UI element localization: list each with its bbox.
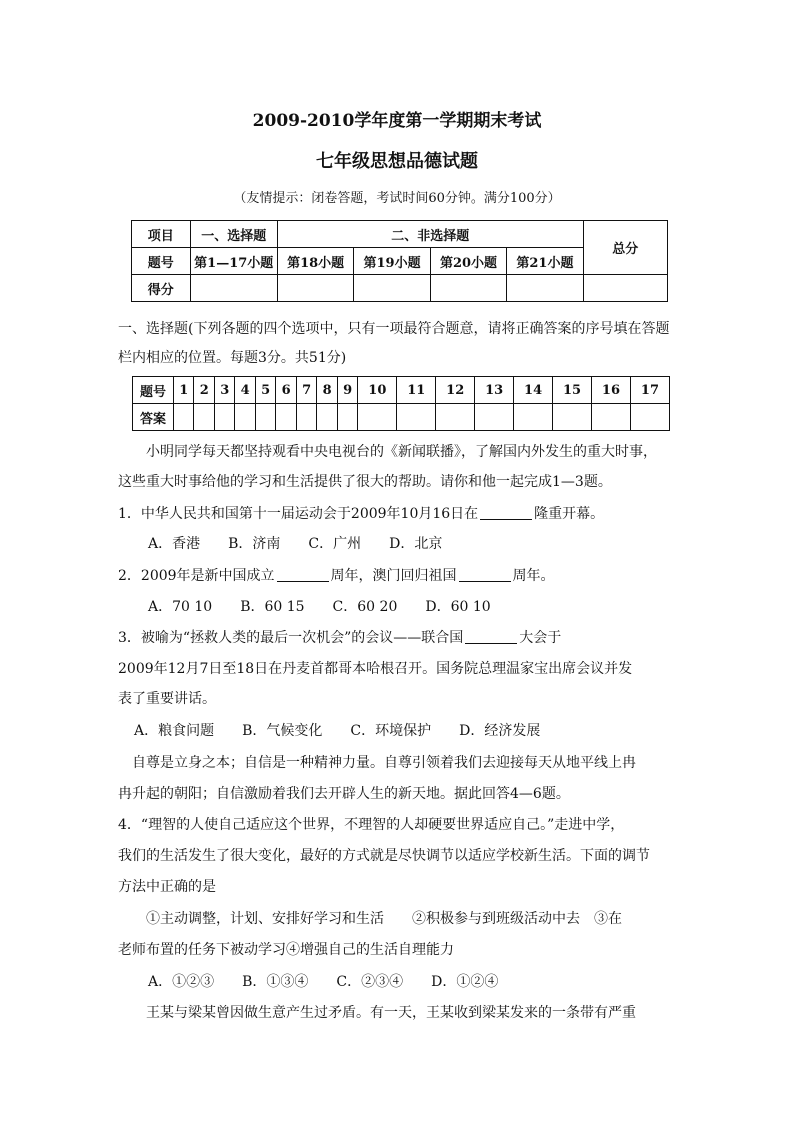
question-1-blank[interactable] xyxy=(480,518,532,520)
section1-instruction-line2: 栏内相应的位置。每题3分。共51分) xyxy=(118,350,347,366)
question-2-text-end: 周年。 xyxy=(512,568,555,584)
intro3-line1: 王某与梁某曾因做生意产生过矛盾。有一天，王某收到梁某发来的一条带有严重 xyxy=(146,1005,636,1021)
score-table-q-col: 第21小题 xyxy=(507,248,583,275)
score-table-choice-label: 一、选择题 xyxy=(190,221,277,248)
answer-cell[interactable] xyxy=(296,404,316,431)
score-table-item-label: 项目 xyxy=(132,221,191,248)
answer-cell[interactable] xyxy=(337,404,357,431)
question-1-options: A．香港 B．济南 C．广州 D．北京 xyxy=(148,536,443,552)
answer-number: 5 xyxy=(255,377,275,404)
answer-cell[interactable] xyxy=(358,404,397,431)
score-cell[interactable] xyxy=(583,275,667,302)
question-3 xyxy=(118,627,561,647)
score-cell[interactable] xyxy=(354,275,430,302)
question-1-text: 1．中华人民共和国第十一届运动会于2009年10月16日在 xyxy=(118,506,479,522)
question-3-line3: 表了重要讲话。 xyxy=(118,691,216,707)
intro2-line1: 自尊是立身之本；自信是一种精神力量。自尊引领着我们去迎接每天从地平线上冉 xyxy=(132,755,636,771)
score-table-q-col: 第1—17小题 xyxy=(190,248,277,275)
question-2-text-mid: 周年，澳门回归祖国 xyxy=(330,568,457,584)
score-cell[interactable] xyxy=(277,275,353,302)
answer-cell[interactable] xyxy=(317,404,337,431)
answer-table-question-label: 题号 xyxy=(133,377,174,404)
answer-number: 17 xyxy=(630,377,669,404)
answer-number: 13 xyxy=(475,377,514,404)
answer-cell[interactable] xyxy=(436,404,475,431)
score-cell[interactable] xyxy=(190,275,277,302)
answer-number: 16 xyxy=(591,377,630,404)
answer-cell[interactable] xyxy=(475,404,514,431)
answer-number: 9 xyxy=(337,377,357,404)
answer-number: 15 xyxy=(553,377,592,404)
answer-cell[interactable] xyxy=(255,404,275,431)
score-cell[interactable] xyxy=(507,275,583,302)
question-2-text: 2．2009年是新中国成立 xyxy=(118,568,275,584)
question-4-line1: 4．“理智的人使自己适应这个世界，不理智的人却硬要世界适应自己。”走进中学， xyxy=(118,817,625,833)
answer-number: 11 xyxy=(397,377,436,404)
intro1-line2: 这些重大时事给他的学习和生活提供了很大的帮助。请你和他一起完成1—3题。 xyxy=(118,474,612,490)
section1-instruction-line1: 一、选择题(下列各题的四个选项中，只有一项最符合题意，请将正确答案的序号填在答题 xyxy=(118,321,670,337)
score-cell[interactable] xyxy=(430,275,506,302)
intro1-line1: 小明同学每天都坚持观看中央电视台的《新闻联播》，了解国内外发生的重大时事， xyxy=(146,444,657,460)
question-3-text: 3．被喻为“拯救人类的最后一次机会”的会议——联合国 xyxy=(118,630,464,646)
answer-cell[interactable] xyxy=(194,404,214,431)
answer-number: 7 xyxy=(296,377,316,404)
answer-cell[interactable] xyxy=(553,404,592,431)
answer-cell[interactable] xyxy=(630,404,669,431)
question-4-statements: ①主动调整，计划、安排好学习和生活 ②积极参与到班级活动中去 ③在 xyxy=(146,911,622,927)
answer-cell[interactable] xyxy=(276,404,296,431)
score-table-nonchoice-label: 二、非选择题 xyxy=(277,221,583,248)
question-2-blank[interactable] xyxy=(459,580,511,582)
score-table-q-col: 第19小题 xyxy=(354,248,430,275)
score-table-score-label: 得分 xyxy=(132,275,191,302)
answer-cell[interactable] xyxy=(214,404,234,431)
answer-number: 1 xyxy=(174,377,194,404)
answer-number: 2 xyxy=(194,377,214,404)
answer-cell[interactable] xyxy=(397,404,436,431)
question-1-text-end: 隆重开幕。 xyxy=(534,506,605,522)
score-table-q-col: 第20小题 xyxy=(430,248,506,275)
answer-table xyxy=(132,376,670,431)
exam-title: 2009-2010学年度第一学期期末考试 xyxy=(252,111,542,131)
question-3-blank[interactable] xyxy=(465,642,517,644)
question-4-statements-cont: 老师布置的任务下被动学习④增强自己的生活自理能力 xyxy=(118,942,454,958)
question-3-text-end: 大会于 xyxy=(519,630,562,646)
answer-cell[interactable] xyxy=(514,404,553,431)
score-table-q-col: 第18小题 xyxy=(277,248,353,275)
score-table-total-label: 总分 xyxy=(583,221,667,275)
answer-cell[interactable] xyxy=(591,404,630,431)
answer-cell[interactable] xyxy=(174,404,194,431)
question-3-line2: 2009年12月7日至18日在丹麦首都哥本哈根召开。国务院总理温家宝出席会议并发 xyxy=(118,661,633,677)
question-1 xyxy=(118,503,604,523)
answer-number: 14 xyxy=(514,377,553,404)
question-4-line3: 方法中正确的是 xyxy=(118,879,216,895)
answer-number: 3 xyxy=(214,377,234,404)
score-table xyxy=(131,220,668,302)
question-2 xyxy=(118,565,555,585)
score-table-question-label: 题号 xyxy=(132,248,191,275)
answer-number: 12 xyxy=(436,377,475,404)
answer-number: 8 xyxy=(317,377,337,404)
answer-number: 4 xyxy=(235,377,255,404)
intro2-line2: 冉升起的朝阳；自信激励着我们去开辟人生的新天地。据此回答4—6题。 xyxy=(118,786,570,802)
exam-subtitle: 七年级思想品德试题 xyxy=(316,151,478,172)
answer-table-answer-label: 答案 xyxy=(133,404,174,431)
answer-number: 6 xyxy=(276,377,296,404)
question-2-blank[interactable] xyxy=(277,580,329,582)
answer-number: 10 xyxy=(358,377,397,404)
question-2-options: A．70 10 B．60 15 C．60 20 D．60 10 xyxy=(148,599,491,615)
question-3-options: A．粮食问题 B．气候变化 C．环境保护 D．经济发展 xyxy=(134,723,541,739)
question-4-options: A．①②③ B．①③④ C．②③④ D．①②④ xyxy=(148,974,499,990)
answer-cell[interactable] xyxy=(235,404,255,431)
exam-hint: （友情提示：闭卷答题，考试时间60分钟。满分100分） xyxy=(233,191,561,206)
question-4-line2: 我们的生活发生了很大变化，最好的方式就是尽快调节以适应学校新生活。下面的调节 xyxy=(118,848,650,864)
